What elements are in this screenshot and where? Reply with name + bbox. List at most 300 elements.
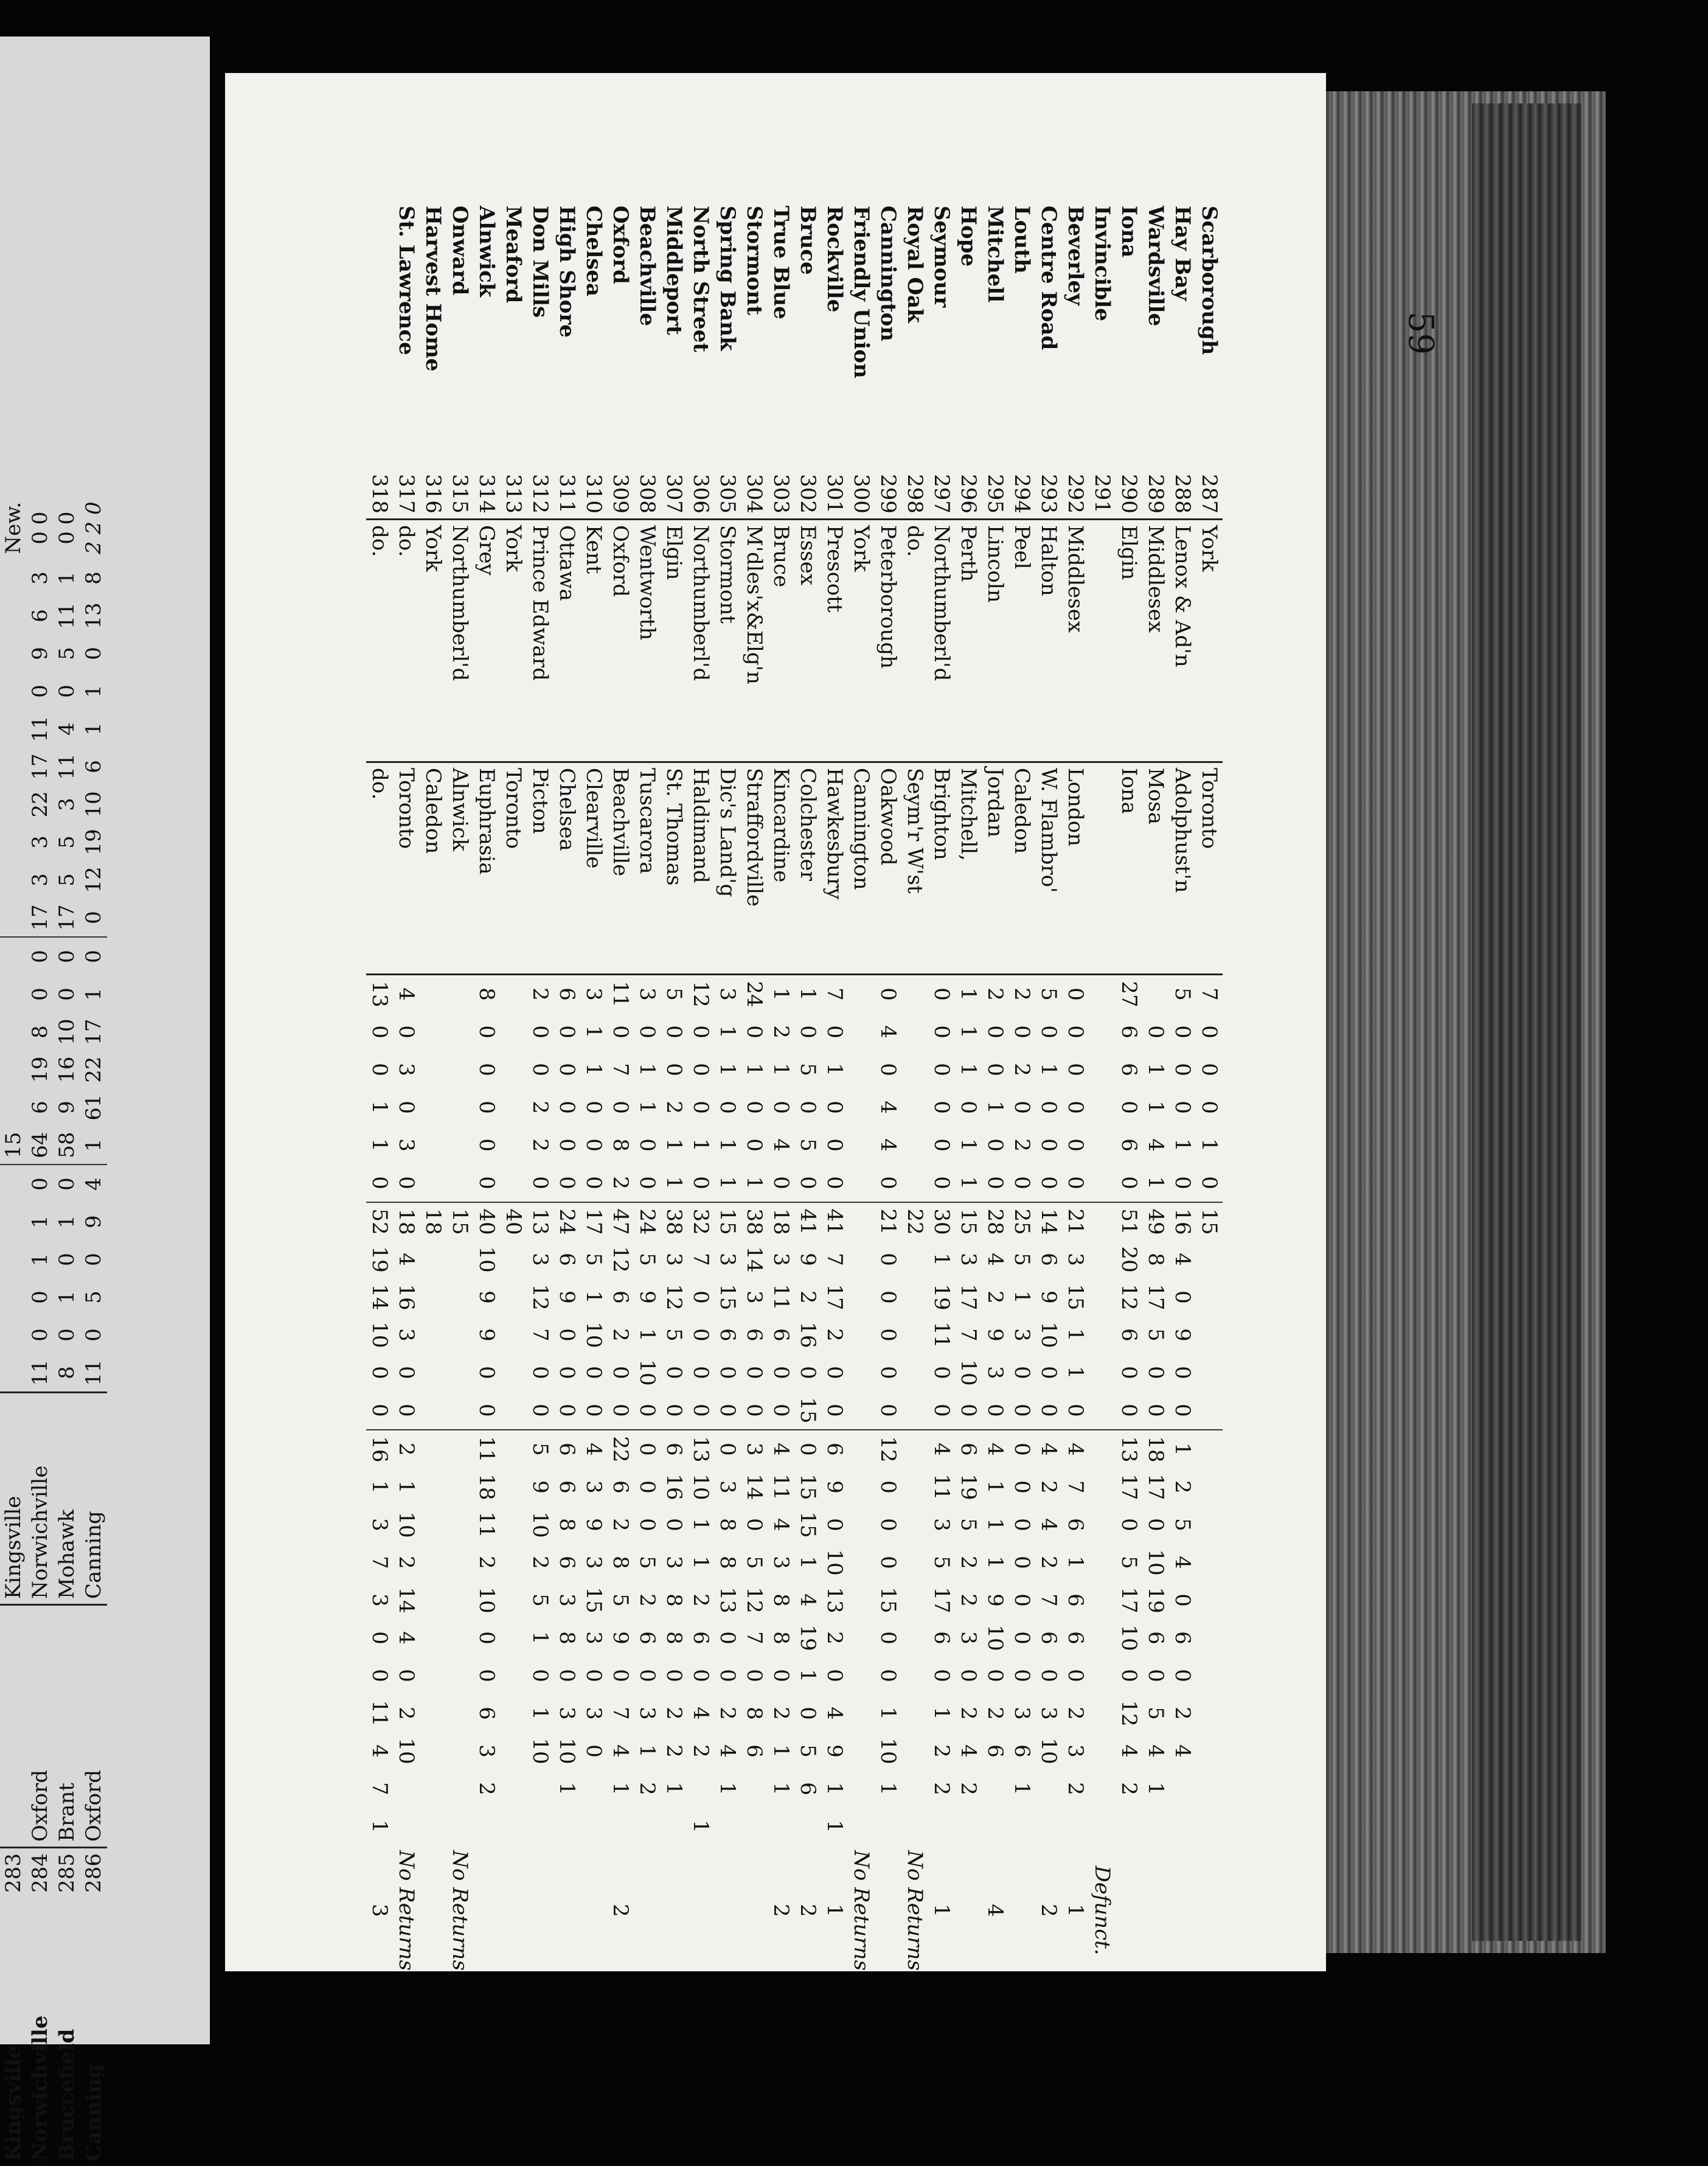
value-cell: 5 <box>55 873 79 886</box>
value-cell: 7 <box>1036 1593 1061 1607</box>
value-cell: 5 <box>55 647 79 660</box>
value-cell <box>1089 1013 1116 1051</box>
value-cell: 5 <box>1036 987 1061 1001</box>
value-cell: 1 <box>715 1063 740 1076</box>
value-cell <box>1196 1808 1223 1845</box>
value-cell: 6 <box>983 1744 1007 1758</box>
value-cell: 16 <box>366 1430 393 1468</box>
value-cell <box>446 1316 473 1354</box>
value-cell <box>1089 1088 1116 1126</box>
place-name: Straffordville <box>741 762 768 975</box>
value-cell: 0 <box>608 1101 633 1114</box>
value-cell: 4 <box>580 1430 607 1468</box>
value-cell: 5 <box>1170 987 1195 1001</box>
value-cell: 2 <box>608 1328 633 1342</box>
value-cell: 1 <box>822 1782 847 1795</box>
value-cell <box>1116 1808 1142 1845</box>
value-cell <box>1089 1468 1116 1506</box>
lodge-number: 305 <box>714 466 741 520</box>
value-cell <box>1142 975 1169 1014</box>
value-cell: 13 <box>527 1202 554 1241</box>
value-cell: 3 <box>742 1290 766 1304</box>
lodge-name: Bruce <box>796 206 820 275</box>
lodge-name: Chelsea <box>581 206 606 297</box>
value-cell <box>500 1316 527 1354</box>
value-cell <box>446 1354 473 1391</box>
value-cell <box>901 975 928 1014</box>
lodge-name: Don Mills <box>528 206 552 318</box>
value-cell: 6 <box>635 1631 659 1645</box>
value-cell <box>446 1581 473 1619</box>
value-cell: 0 <box>662 1063 686 1076</box>
place-name: Beachville <box>607 762 634 975</box>
value-cell: 3 <box>715 987 740 1001</box>
value-cell: 0 <box>581 1366 606 1379</box>
value-cell <box>982 1808 1008 1845</box>
value-cell: 0 <box>528 1366 552 1379</box>
value-cell: 6 <box>28 1101 52 1114</box>
table-row <box>1035 201 1062 1976</box>
value-cell: 17 <box>1144 1284 1168 1311</box>
lodge-name: Friendly Union <box>849 206 873 378</box>
value-cell: 6 <box>608 1480 633 1494</box>
value-cell: 1 <box>1063 1366 1088 1379</box>
value-cell: 2 <box>822 1328 847 1342</box>
place-name: Euphrasia <box>473 762 500 975</box>
value-cell <box>420 1051 446 1088</box>
value-cell: 0 <box>1197 1063 1221 1076</box>
value-cell: 1 <box>983 1518 1007 1531</box>
value-cell: 18 <box>474 1474 499 1500</box>
value-cell: 0 <box>608 1025 633 1039</box>
value-cell: 2 <box>769 1904 793 1917</box>
value-cell: 3 <box>581 1707 606 1720</box>
value-cell: 1 <box>1010 1290 1034 1304</box>
table-row <box>794 201 821 1976</box>
value-cell: 6 <box>1063 1631 1088 1645</box>
value-cell <box>901 1278 928 1316</box>
value-cell: 0 <box>635 1176 659 1189</box>
value-cell: 2 2 0 <box>82 501 106 554</box>
value-cell: 5 <box>527 1430 554 1468</box>
value-cell <box>420 1126 446 1164</box>
lodge-name: High Shore <box>555 206 579 338</box>
value-cell: 0 <box>367 1025 392 1039</box>
value-cell: 8 <box>769 1593 793 1607</box>
value-cell: 1 <box>635 1744 659 1758</box>
table-row <box>1062 201 1089 1976</box>
value-cell <box>901 1051 928 1088</box>
value-cell <box>420 1506 446 1544</box>
value-cell: 0 <box>528 1025 552 1039</box>
value-cell <box>982 1770 1008 1808</box>
county-name: Peterborough <box>875 520 901 762</box>
value-cell: 6 <box>742 1328 766 1342</box>
value-cell <box>580 1845 607 1976</box>
lodge-name: North Street <box>689 206 713 353</box>
lodge-name: Royal Oak <box>903 206 927 323</box>
value-cell: 15 <box>581 1587 606 1614</box>
value-cell: 0 <box>1010 1025 1034 1039</box>
place-name: Mitchell, <box>955 762 982 975</box>
value-cell: 6 <box>769 1328 793 1342</box>
value-cell <box>500 1430 527 1468</box>
value-cell: 1 <box>394 1480 418 1494</box>
value-cell: 0 <box>581 1176 606 1189</box>
value-cell: 7 <box>367 1556 392 1569</box>
table-row <box>928 201 955 1976</box>
value-cell: 18 <box>768 1202 794 1241</box>
value-cell: 0 <box>689 1176 713 1189</box>
value-cell: 13 <box>367 981 392 1008</box>
value-cell: 1 <box>608 1782 633 1795</box>
value-cell <box>393 1770 420 1808</box>
value-cell: 0 <box>929 1025 954 1039</box>
value-cell <box>500 1241 527 1278</box>
value-cell <box>500 1694 527 1732</box>
value-cell: 8 <box>715 1556 740 1569</box>
value-cell: 38 <box>661 1202 687 1241</box>
county-name: Ottawa <box>554 520 580 762</box>
value-cell: 12 <box>662 1284 686 1311</box>
value-cell: 15 <box>796 1511 820 1538</box>
value-cell: 9 <box>796 1253 820 1266</box>
lodge-name: Seymour <box>929 206 954 308</box>
table-row <box>901 201 928 1976</box>
value-cell: 1 <box>876 1782 900 1795</box>
value-cell: 12 <box>689 981 713 1008</box>
value-cell: 12 <box>875 1430 901 1468</box>
place-name: Caledon <box>1008 762 1035 975</box>
value-cell: 0 <box>635 1669 659 1682</box>
value-cell: 0 <box>474 1138 499 1152</box>
place-name: Toronto <box>1196 762 1223 975</box>
place-name: Brighton <box>928 762 955 975</box>
value-cell: 0 <box>1197 1101 1221 1114</box>
value-cell <box>580 1770 607 1808</box>
value-cell: 16 <box>1169 1202 1196 1241</box>
value-cell: 6 <box>821 1430 848 1468</box>
value-cell: 1 <box>82 684 106 698</box>
value-cell <box>446 1770 473 1808</box>
value-cell: 4 <box>1062 1430 1089 1468</box>
value-cell <box>527 1845 554 1976</box>
value-cell: 8 <box>1144 1253 1168 1266</box>
value-cell: 0 <box>794 1430 821 1468</box>
county-name <box>0 1605 27 1848</box>
value-cell <box>1196 1732 1223 1770</box>
value-cell: 0 <box>689 1328 713 1342</box>
value-cell: 14 <box>742 1474 766 1500</box>
value-cell: 22 <box>82 1056 106 1083</box>
value-cell <box>1196 1354 1223 1391</box>
value-cell: 17 <box>1144 1474 1168 1500</box>
value-cell <box>0 1013 27 1051</box>
value-cell: 0 <box>474 1063 499 1076</box>
value-cell: 0 <box>367 1631 392 1645</box>
value-cell: 1 <box>55 1290 79 1304</box>
value-cell: 0 <box>1170 1366 1195 1379</box>
lodge-number: 308 <box>634 466 661 520</box>
value-cell: 9 <box>822 1480 847 1494</box>
value-cell: 0 <box>474 1366 499 1379</box>
county-name: Middlesex <box>1062 520 1089 762</box>
value-cell <box>1089 1051 1116 1088</box>
value-cell: 0 <box>929 1063 954 1076</box>
value-cell: 9 <box>1170 1328 1195 1342</box>
value-cell: 0 <box>715 1101 740 1114</box>
value-cell: 4 <box>1036 1518 1061 1531</box>
value-cell: 38 <box>741 1202 768 1241</box>
lodge-name: Meaford <box>501 206 526 304</box>
table-row <box>741 201 768 1976</box>
value-cell: 0 <box>555 1063 579 1076</box>
value-cell <box>875 1808 901 1845</box>
value-cell: 32 <box>687 1202 714 1241</box>
page-number: 59 <box>1401 311 1441 355</box>
value-cell <box>446 1468 473 1506</box>
value-cell: 40 <box>500 1202 527 1241</box>
value-cell <box>1196 1506 1223 1544</box>
value-cell: 17 <box>54 899 80 937</box>
value-cell <box>420 1619 446 1657</box>
value-cell <box>875 1845 901 1976</box>
value-cell: 0 <box>555 1366 579 1379</box>
table-row <box>366 201 393 1976</box>
value-cell <box>473 1845 500 1976</box>
value-cell: 11 <box>929 1322 954 1348</box>
value-cell: 0 <box>1010 1556 1034 1569</box>
value-cell <box>420 1808 446 1845</box>
facing-page-ledger <box>0 280 122 2166</box>
value-cell: 0 <box>769 1101 793 1114</box>
value-cell: 13 <box>715 1587 740 1614</box>
value-cell: 0 <box>555 1025 579 1039</box>
value-cell <box>0 1203 27 1241</box>
value-cell: 19 <box>28 1056 52 1083</box>
value-cell: 0 <box>1170 1101 1195 1114</box>
table-row <box>54 496 80 2166</box>
value-cell: 0 <box>796 1707 820 1720</box>
value-cell: 3 <box>769 1556 793 1569</box>
value-cell: 0 <box>1170 1290 1195 1304</box>
value-cell: 0 <box>769 1366 793 1379</box>
value-cell <box>500 1619 527 1657</box>
lodge-name: Hope <box>956 206 981 267</box>
value-cell: 3 <box>581 1631 606 1645</box>
value-cell: 4 <box>956 1744 981 1758</box>
value-cell <box>901 1694 928 1732</box>
place-name: Caledon <box>420 762 446 975</box>
value-cell: 4 <box>1170 1556 1195 1569</box>
value-cell <box>1196 1845 1223 1976</box>
value-cell <box>420 1354 446 1391</box>
value-cell: 1 <box>1144 1101 1168 1114</box>
lodge-number: 310 <box>580 466 607 520</box>
value-cell <box>848 1241 875 1278</box>
value-cell <box>420 1732 446 1770</box>
value-cell: 11 <box>769 1284 793 1311</box>
value-cell: 9 <box>822 1744 847 1758</box>
value-cell: 15 <box>955 1202 982 1241</box>
value-cell: 4 <box>876 1025 900 1039</box>
place-name: London <box>1062 762 1089 975</box>
value-cell: 0 <box>1144 1669 1168 1682</box>
lodge-name: Iona <box>1117 206 1141 258</box>
value-cell: 0 <box>742 1404 766 1417</box>
value-cell <box>446 1013 473 1051</box>
value-cell: 5 <box>796 1063 820 1076</box>
lodge-number: 312 <box>527 466 554 520</box>
value-cell <box>1116 1845 1142 1976</box>
value-cell: 5 <box>956 1518 981 1531</box>
county-name: York <box>420 520 446 762</box>
value-cell: 0 <box>822 1101 847 1114</box>
value-cell: 0 <box>528 1669 552 1682</box>
value-cell <box>527 1770 554 1808</box>
value-cell: 0 <box>769 1669 793 1682</box>
value-cell <box>955 1808 982 1845</box>
value-cell: 2 <box>1063 1707 1088 1720</box>
value-cell: 2 <box>1036 1556 1061 1569</box>
value-cell: 3 <box>662 1253 686 1266</box>
value-cell: 0 <box>55 684 79 698</box>
value-cell: 0 <box>581 1101 606 1114</box>
value-cell: 9 <box>528 1480 552 1494</box>
value-cell: 2 <box>1170 1707 1195 1720</box>
value-cell <box>500 1354 527 1391</box>
lodge-number: 316 <box>420 466 446 520</box>
lodge-number: 292 <box>1062 466 1089 520</box>
value-cell: 0 <box>1063 1025 1088 1039</box>
value-cell: 3 <box>394 1063 418 1076</box>
lodge-name: Beachville <box>635 206 659 326</box>
value-cell <box>848 1088 875 1126</box>
value-cell: 2 <box>662 1707 686 1720</box>
value-cell <box>1008 1808 1035 1845</box>
value-cell <box>500 1468 527 1506</box>
value-cell: 3 <box>474 1744 499 1758</box>
value-cell: 10 <box>474 1587 499 1614</box>
value-cell: 2 <box>689 1744 713 1758</box>
value-cell <box>473 1808 500 1845</box>
value-cell: 0 <box>1063 1176 1088 1189</box>
value-cell: 3 <box>28 835 52 849</box>
value-cell: 0 <box>929 1669 954 1682</box>
value-cell: 0 <box>822 1176 847 1189</box>
value-cell <box>393 1808 420 1845</box>
value-cell <box>1089 1278 1116 1316</box>
table-row <box>634 201 661 1976</box>
value-cell: 5 <box>742 1556 766 1569</box>
value-cell: 6 <box>796 1782 820 1795</box>
value-cell: 0 <box>1197 1025 1221 1039</box>
value-cell: 2 <box>929 1782 954 1795</box>
value-cell: 12 <box>608 1246 633 1273</box>
value-cell: 9 <box>581 1518 606 1531</box>
value-cell: 4 <box>769 1518 793 1531</box>
value-cell: 1 <box>769 1744 793 1758</box>
county-name: Stormont <box>714 520 741 762</box>
value-cell: 1 <box>662 1138 686 1152</box>
value-cell: 12 <box>1117 1700 1141 1727</box>
value-cell: 0 <box>929 1138 954 1152</box>
value-cell <box>901 1657 928 1694</box>
value-cell: 2 <box>956 1593 981 1607</box>
value-cell: 3 <box>555 1593 579 1607</box>
value-cell <box>901 1126 928 1164</box>
lodge-name: St. Lawrence <box>394 206 418 355</box>
value-cell <box>901 1770 928 1808</box>
lodge-number: 313 <box>500 466 527 520</box>
value-cell <box>0 937 27 975</box>
value-cell: 0 <box>608 1366 633 1379</box>
value-cell: 17 <box>1117 1474 1141 1500</box>
value-cell: 3 <box>635 1707 659 1720</box>
value-cell <box>0 672 27 710</box>
place-name: Colchester <box>794 762 821 975</box>
lodge-number: 295 <box>982 466 1008 520</box>
value-cell <box>1196 1581 1223 1619</box>
value-cell: 0 <box>635 1480 659 1494</box>
value-cell: 3 <box>1036 1707 1061 1720</box>
value-cell: 1 <box>82 722 106 736</box>
value-cell: 1 <box>635 1063 659 1076</box>
value-cell: 5 <box>1144 1328 1168 1342</box>
lodge-number: 296 <box>955 466 982 520</box>
value-cell <box>714 1808 741 1845</box>
value-cell: 0 <box>1117 1518 1141 1531</box>
county-name: Halton <box>1035 520 1062 762</box>
value-cell <box>1089 975 1116 1014</box>
value-cell: 0 <box>474 1025 499 1039</box>
value-cell: 3 <box>715 1253 740 1266</box>
value-cell: 0 <box>555 1404 579 1417</box>
value-cell: 0 <box>555 1138 579 1152</box>
value-cell: 64 <box>27 1126 54 1165</box>
value-cell: 16 <box>662 1474 686 1500</box>
place-name: Mohawk <box>54 1393 80 1605</box>
county-name: Oxford <box>607 520 634 762</box>
value-cell: 16 <box>796 1322 820 1348</box>
value-cell: 1 <box>28 1253 52 1266</box>
value-cell: 6 <box>1063 1593 1088 1607</box>
table-row <box>1116 201 1142 1976</box>
value-cell: 2 <box>608 1176 633 1189</box>
value-cell: 0 <box>796 1101 820 1114</box>
value-cell: 0 <box>28 987 52 1001</box>
value-cell <box>500 1278 527 1316</box>
value-cell: 3 <box>28 571 52 585</box>
value-cell: 6 <box>1170 1631 1195 1645</box>
value-cell: 0 <box>635 1518 659 1531</box>
place-name: Toronto <box>500 762 527 975</box>
value-cell: 3 <box>741 1430 768 1468</box>
place-name: Toronto <box>393 762 420 975</box>
value-cell: 0 <box>876 1518 900 1531</box>
value-cell: 0 <box>1010 1518 1034 1531</box>
value-cell <box>768 1808 794 1845</box>
value-cell: 4 <box>1170 1253 1195 1266</box>
value-cell <box>500 1391 527 1430</box>
county-name: Elgin <box>1116 520 1142 762</box>
value-cell: 0 <box>742 1138 766 1152</box>
value-cell <box>1196 1544 1223 1581</box>
value-cell: 11 <box>473 1430 500 1468</box>
value-cell <box>420 1013 446 1051</box>
value-cell: 40 <box>473 1202 500 1241</box>
value-cell <box>446 1430 473 1468</box>
